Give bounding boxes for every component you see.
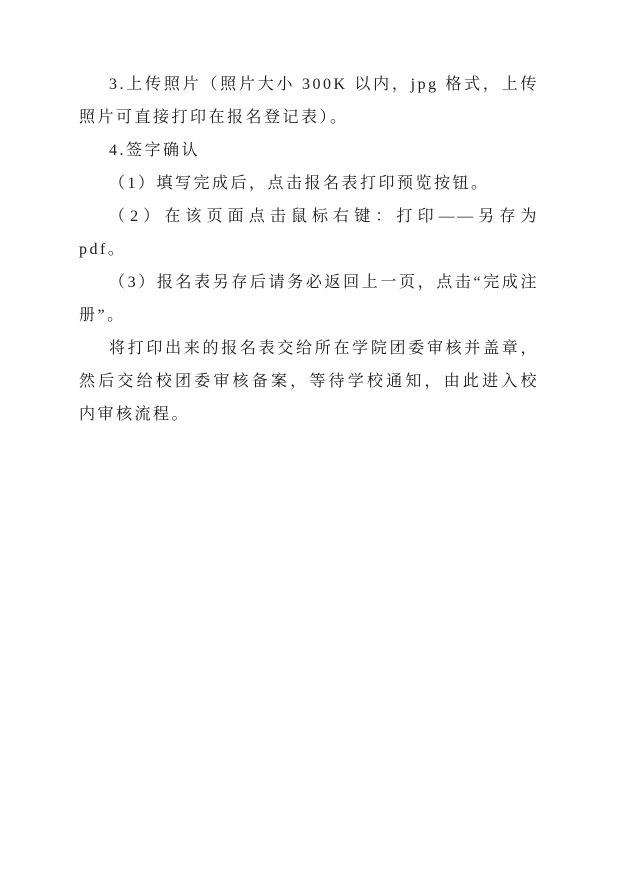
- document-text-block: [79, 68, 539, 431]
- paragraph-step-2: （2）在该页面点击鼠标右键：打印——另存为 pdf。: [79, 208, 539, 258]
- paragraph-step-3: （3）报名表另存后请务必返回上一页，点击“完成注册”。: [79, 274, 539, 324]
- paragraph-signature-heading: 4.签字确认: [109, 142, 201, 159]
- paragraph-review-process: 将打印出来的报名表交给所在学院团委审核并盖章，然后交给校团委审核备案，等待学校通知，由此进入校内审核流程。: [79, 340, 539, 423]
- paragraph-step-1: （1）填写完成后，点击报名表打印预览按钮。: [109, 175, 490, 192]
- paragraph-upload-photo: 3.上传照片（照片大小 300K 以内，jpg 格式，上传照片可直接打印在报名登记表）。: [79, 76, 539, 126]
